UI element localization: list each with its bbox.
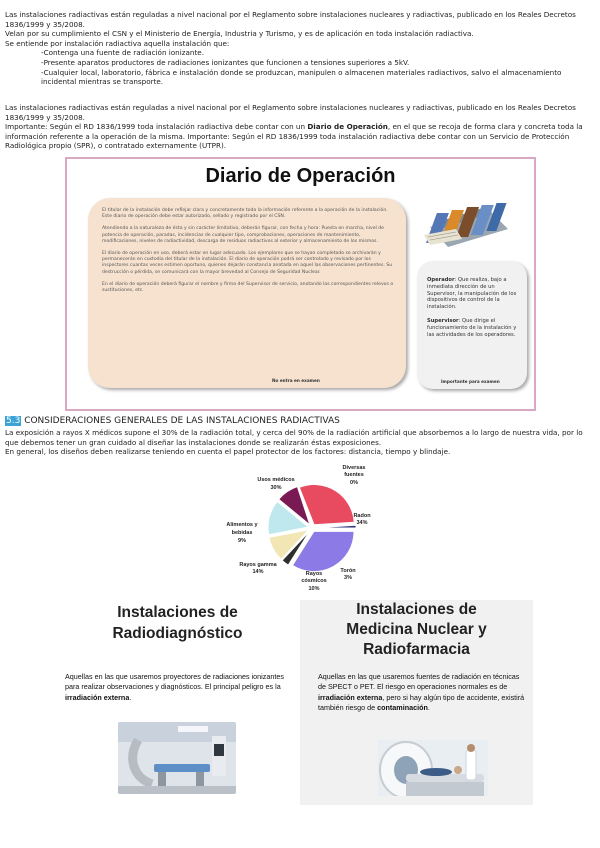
radiodiagnostico-text-bold: irradiación externa <box>65 692 130 702</box>
pie-label-usos-value: 30% <box>270 485 282 491</box>
pie-label-cosmicos <box>301 571 326 592</box>
diario-main-panel <box>88 198 406 388</box>
medicina-nuclear-text-a: Aquellas en las que usaremos fuentes de radiación en técnicas de SPECT o PET. El riesgo en operaciones normales es de <box>318 672 520 692</box>
diario-main-paragraph: El diario de operación en uso, deberá estar en lugar adecuado. Los ejemplares que se hayan completado se archivarán y permanecerán en custodia del titular de la instalación. El diario de operación podrá ser controlado y revisado por los inspectores cuantas veces estimen oportuno, quienes dejarán constancia anotada en aquel las observaciones pertinentes. Su destrucción o pérdida, se comunicará con la mayor brevedad al Consejo de Seguridad Nuclear. <box>102 251 393 275</box>
diario-main-paragraph: En el diario de operación deberá figurar el nombre y firma del Supervisor de servicio, anotando las correspondientes relevos o sustituciones, etc. <box>102 281 394 294</box>
radiodiagnostico-text-a: Aquellas en las que usaremos proyectores de radiaciones ionizantes para realizar observaciones y diagnósticos. El principal peligro es la <box>65 672 284 692</box>
radiodiagnostico-description <box>65 672 290 703</box>
pie-label-alimentos-value: 9% <box>238 538 246 544</box>
pie-label-cosmicos-line2: cósmicos <box>301 578 327 584</box>
diario-main-footnote: No entra en examen <box>272 378 320 383</box>
pie-label-diversas-line1: Diversas <box>342 465 366 471</box>
intro-list-item: -Cualquier local, laboratorio, fábrica e instalación donde se produzcan, manipulen o almacenen materiales radiactivos, salvo el almacenamiento incidental mientras se transporte. <box>41 67 562 87</box>
medicina-nuclear-text-b: , pero si hay algún tipo de accidente, existirá también riesgo de <box>318 692 525 713</box>
pie-label-radon <box>353 513 371 526</box>
supervisor-text: : Que dirige el funcionamiento de la instalación y las actividades de los operadores. <box>427 317 517 338</box>
pie-label-cosmicos-value: 10% <box>308 586 320 592</box>
diario-main-paragraph: El titular de la instalación debe reflejar clara y concretamente toda la información referente a la operación de la instalación. Este diario de operación debe estar autorizado, sellado y registrado por el CSN. <box>102 208 388 220</box>
intro-paragraph-1: Las instalaciones radiactivas están reguladas a nivel nacional por el Reglamento sobre instalaciones nucleares y radiactivas, publicado en los Reales Decretos 1836/1999 y 35/2008. <box>5 10 576 29</box>
radiodiagnostico-text-b: . <box>129 692 132 702</box>
intro-paragraph-2: Velan por su cumplimiento el CSN y el Ministerio de Energía, Industria y Turismo, y es de aplicación en toda instalación radiactiva. <box>5 29 474 39</box>
pie-label-radon-name: Radon <box>353 513 371 519</box>
pie-label-usos <box>257 477 294 491</box>
medicina-nuclear-card <box>300 600 533 805</box>
diario-operacion-figure <box>65 157 536 411</box>
section-paragraph-2: En general, los diseños deben realizarse teniendo en cuenta el papel protector de los factores: distancia, tiempo y blindaje. <box>5 447 451 457</box>
pie-slice-1 <box>316 525 356 528</box>
supervisor-definition <box>427 318 519 338</box>
section-number: 5.3 <box>6 416 21 426</box>
diario-title: Diario de Operación <box>205 165 396 187</box>
pie-label-usos-name: Usos médicos <box>257 477 295 483</box>
operador-label: Operador <box>427 277 455 283</box>
pie-label-toron <box>340 568 356 581</box>
pie-label-alimentos-line2: bebidas <box>231 530 253 536</box>
pet-scanner-photo <box>378 740 488 796</box>
intro-paragraph-3: Se entiende por instalación radiactiva aquella instalación que: <box>5 38 230 48</box>
intro-block-2 <box>5 103 595 151</box>
operador-definition <box>427 277 519 311</box>
pie-label-radon-value: 34% <box>356 520 368 526</box>
pie-label-gamma-name: Rayos gamma <box>239 562 277 568</box>
pie-label-diversas <box>343 465 366 486</box>
pie-label-toron-name: Torón <box>340 568 356 574</box>
pie-label-gamma <box>239 562 277 575</box>
intro-p5-text-a: Importante: Según el RD 1836/1999 toda instalación radiactiva debe contar con un <box>5 122 308 132</box>
diario-side-panel <box>417 261 527 389</box>
radiodiagnostico-card <box>60 600 295 805</box>
radiodiagnostico-title-line1: Instalaciones de <box>117 604 238 621</box>
intro-paragraph-5 <box>5 122 595 151</box>
pie-label-gamma-value: 14% <box>252 569 264 575</box>
medicina-nuclear-description <box>318 672 528 714</box>
binders-icon <box>420 199 512 254</box>
section-title: CONSIDERACIONES GENERALES DE LAS INSTALACIONES RADIACTIVAS <box>21 416 340 426</box>
pie-label-cosmicos-line1: Rayos <box>305 571 323 577</box>
intro-paragraph-4: Las instalaciones radiactivas están reguladas a nivel nacional por el Reglamento sobre instalaciones nucleares y radiactivas, publicado en los Reales Decretos 1836/1999 y 35/2008. <box>5 103 576 122</box>
medicina-nuclear-title-line1: Instalaciones de <box>356 601 477 618</box>
intro-block <box>5 10 595 87</box>
diario-side-footnote: Importante para examen <box>441 379 500 384</box>
diario-main-paragraph: Atendiendo a la naturaleza de ésta y sin carácter limitativo, deberán figurar, con fecha y hora: Puesta en marcha, nivel de potencia de operación, paradas, incidencias de cualquier tipo, comprobaciones, operaciones de mantenimiento, modificaciones, niveles de radiactividad, descarga de residuos radiactivos al exterior y almacenamiento de los mismos. <box>102 226 385 244</box>
operador-text: : Que realiza, bajo a inmediata dirección de un Supervisor, la manipulación de los dispositivos de control de la instalación. <box>427 277 517 311</box>
medicina-nuclear-text-bold1: irradiación externa <box>318 692 383 702</box>
radiation-sources-pie-chart <box>220 462 400 597</box>
pie-label-alimentos-line1: Alimentos y <box>226 522 258 528</box>
intro-list-item: -Contenga una fuente de radiación ionizante. <box>41 48 204 58</box>
intro-p5-text-b: , en el que se recoja de forma clara y concreta toda la información referente a la operación de la misma. Importante: Según el RD 1836/1999 toda instalación radiactiva debe contar con un Servicio de Protección Radiológica propio (SPR), o contratado externamente (UTPR). <box>5 122 583 151</box>
intro-list-item: -Presente aparatos productores de radiaciones ionizantes que funcionen a tensiones superiores a 5kV. <box>41 57 410 67</box>
pie-label-alimentos <box>226 522 258 544</box>
pie-label-diversas-line2: fuentes <box>344 472 364 478</box>
section-heading <box>5 416 340 426</box>
pie-label-toron-value: 3% <box>344 575 352 581</box>
intro-p5-bold: Diario de Operación <box>307 122 388 132</box>
section-paragraph-1: La exposición a rayos X médicos supone el 30% de la radiación total, y cerca del 90% de la radiación artificial que absorbemos a lo largo de nuestra vida, por lo que debemos tener un gran cuidado al diseñar las instalaciones donde se realizarán éstas exposiciones. <box>5 428 583 447</box>
medicina-nuclear-title-line3: Radiofarmacia <box>363 641 470 658</box>
pie-label-diversas-value: 0% <box>350 480 358 486</box>
radiodiagnostico-title-line2: Radiodiagnóstico <box>112 625 243 642</box>
supervisor-label: Supervisor <box>427 317 459 324</box>
section-body <box>5 428 595 457</box>
medicina-nuclear-text-bold2: contaminación <box>377 703 428 713</box>
xray-room-photo <box>118 722 236 794</box>
medicina-nuclear-text-c: . <box>427 703 430 713</box>
medicina-nuclear-title-line2: Medicina Nuclear y <box>346 621 487 638</box>
